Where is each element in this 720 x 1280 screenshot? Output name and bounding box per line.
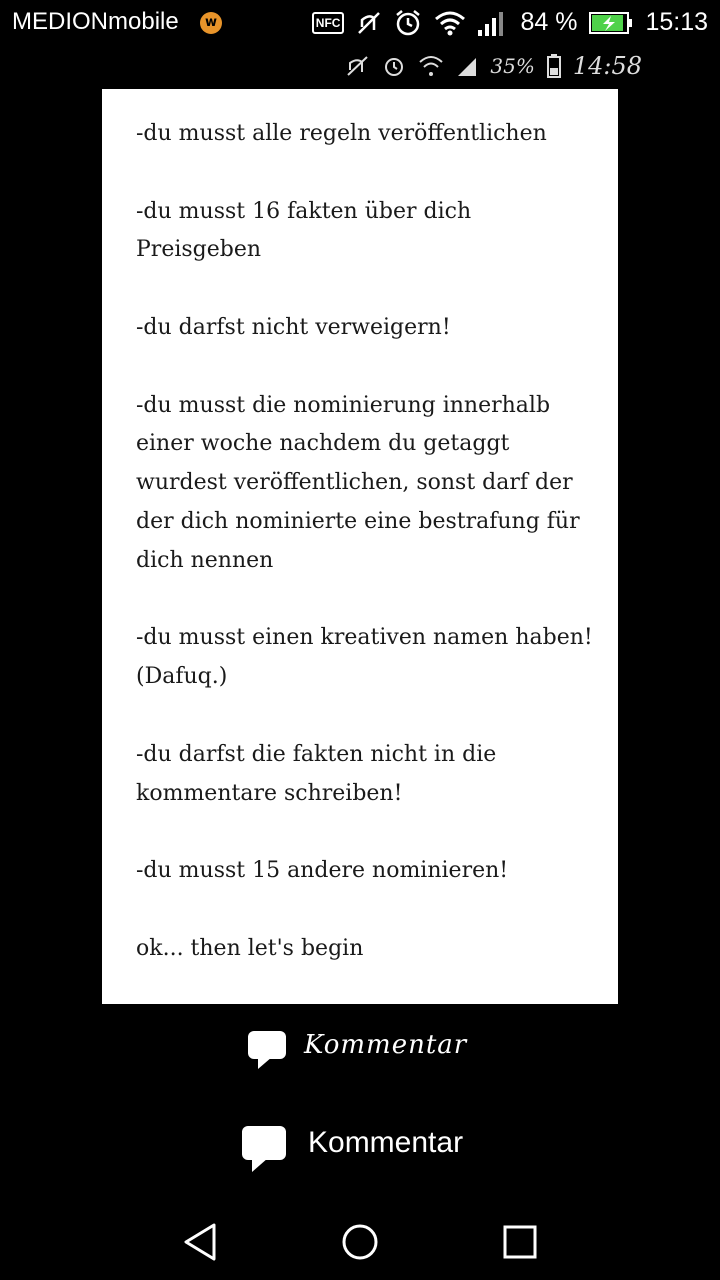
inner-battery-percent: 35% bbox=[490, 54, 535, 78]
battery-percent: 84 % bbox=[520, 8, 578, 36]
inner-status-bar bbox=[346, 52, 642, 80]
app-notification-icon: w bbox=[200, 12, 222, 34]
mute-icon bbox=[356, 10, 382, 36]
back-button[interactable] bbox=[180, 1222, 220, 1262]
inner-wifi-icon bbox=[418, 54, 444, 78]
status-icons bbox=[312, 8, 708, 37]
nfc-icon: NFC bbox=[312, 12, 345, 34]
inner-clock: 14:58 bbox=[572, 52, 642, 80]
home-circle-icon bbox=[340, 1222, 380, 1262]
comment-button[interactable] bbox=[242, 1126, 463, 1160]
recents-square-icon bbox=[502, 1224, 538, 1260]
inner-signal-icon bbox=[456, 55, 478, 77]
battery-charging-icon bbox=[589, 11, 633, 35]
status-bar bbox=[0, 0, 720, 50]
clock: 15:13 bbox=[645, 8, 708, 36]
rule-item: ok... then let's begin bbox=[136, 935, 364, 961]
recents-button[interactable] bbox=[500, 1222, 540, 1262]
wifi-icon bbox=[434, 10, 466, 36]
carrier-name: MEDIONmobile bbox=[12, 8, 179, 35]
inner-alarm-icon bbox=[382, 54, 406, 78]
home-button[interactable] bbox=[340, 1222, 380, 1262]
rule-item: -du darfst nicht verweigern! bbox=[136, 314, 451, 340]
rule-item: -du musst einen kreativen namen haben! (Dafuq.) bbox=[136, 625, 593, 690]
rule-item: -du musst 16 fakten über dich Preisgeben bbox=[136, 198, 472, 263]
navigation-bar bbox=[0, 1200, 720, 1280]
alarm-icon bbox=[394, 9, 422, 37]
inner-comment-button[interactable] bbox=[248, 1030, 467, 1060]
back-triangle-icon bbox=[182, 1222, 218, 1262]
inner-mute-icon bbox=[346, 55, 370, 77]
comment-bubble-icon bbox=[242, 1126, 286, 1160]
rule-item: -du darfst die fakten nicht in die kommentare schreiben! bbox=[136, 741, 497, 806]
inner-comment-label: Kommentar bbox=[304, 1030, 468, 1060]
comment-bubble-icon bbox=[248, 1031, 286, 1059]
rules-list bbox=[136, 115, 596, 969]
rules-card bbox=[102, 89, 618, 1004]
comment-label: Kommentar bbox=[308, 1126, 464, 1159]
signal-icon bbox=[478, 10, 508, 36]
inner-battery-icon bbox=[547, 54, 561, 78]
rule-item: -du musst 15 andere nominieren! bbox=[136, 858, 509, 884]
rule-item: -du musst alle regeln veröffentlichen bbox=[136, 121, 547, 146]
rule-item: -du musst die nominierung innerhalb einer woche nachdem du getaggt wurdest veröffentlichen, sonst darf der der dich nominierte eine bestrafung für dich nennen bbox=[136, 392, 580, 573]
